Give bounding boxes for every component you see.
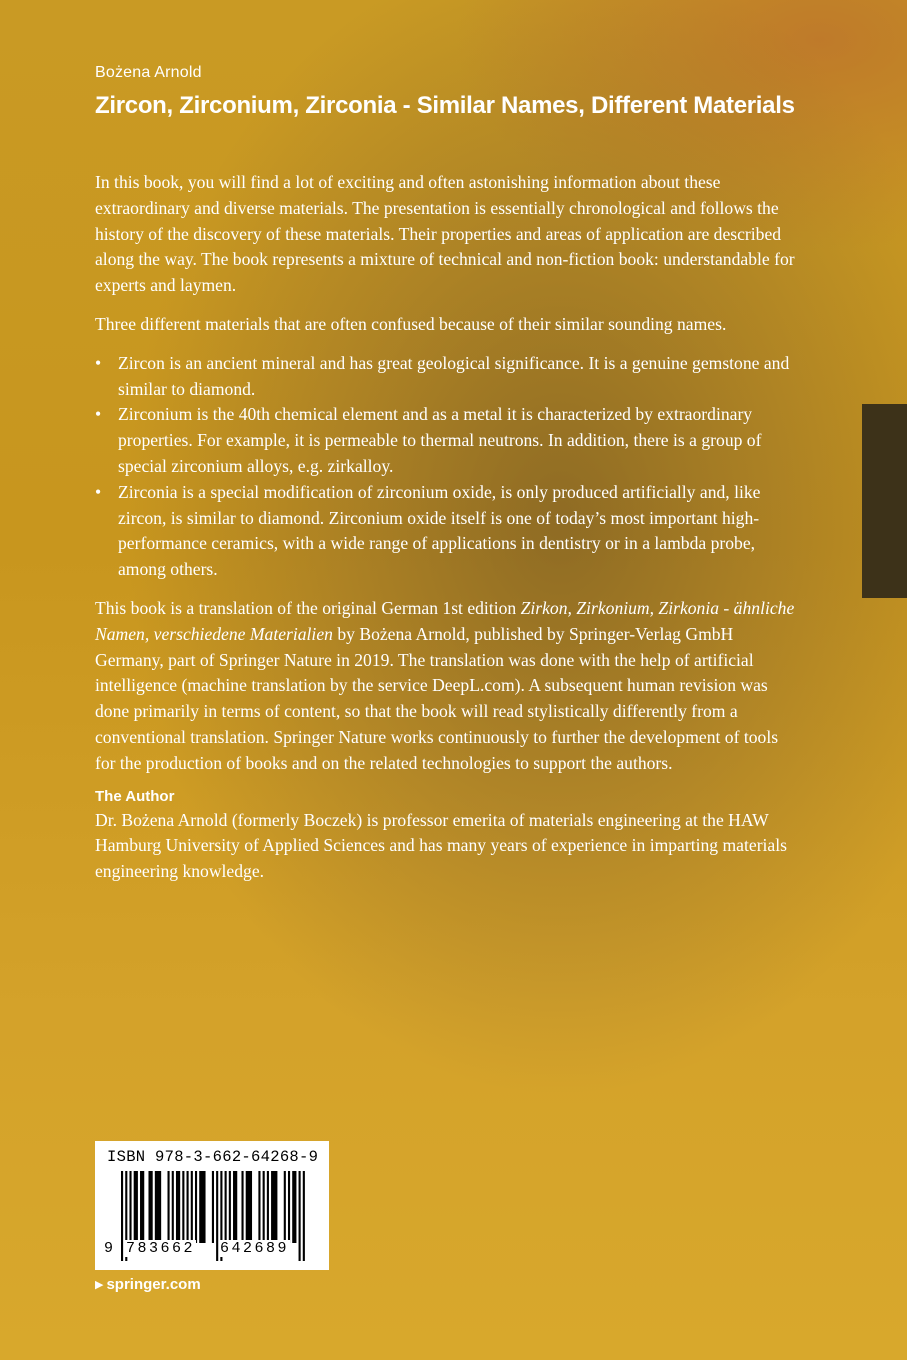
barcode-bar: [288, 1171, 290, 1243]
blurb: [95, 170, 795, 898]
translation-text-after: by Bożena Arnold, published by Springer-Verlag GmbH Germany, part of Springer Nature in 2019. The translation was done with the help of artificial intelligence (machine translation by the service DeepL.com). A subsequent human revision was done primarily in terms of content, so that the book will read stylistically differently from a conventional translation. Springer Nature works continuously to further the development of tools for the production of books and on the related technologies to support the authors.: [95, 623, 779, 773]
author-heading: The Author: [95, 787, 175, 805]
barcode: [95, 1141, 329, 1270]
barcode-bar: [263, 1171, 265, 1243]
barcode-bar: [148, 1171, 152, 1243]
barcode-right-group: 642689: [220, 1240, 290, 1257]
list-item: • Zircon is an ancient mineral and has great geological significance. It is a genuine gemstone and similar to diamond.: [95, 351, 795, 403]
author-name: Bożena Arnold: [95, 64, 202, 81]
barcode-left-group: 783662: [126, 1240, 196, 1257]
barcode-bar: [155, 1171, 161, 1243]
isbn-label: ISBN 978-3-662-64268-9: [107, 1148, 319, 1166]
intro-paragraph: In this book, you will find a lot of exciting and often astonishing information about these extraordinary and diverse materials. The presentation is essentially chronological and follows the history of the discovery of these materials. Their properties and areas of application are described along the way. The book represents a mixture of technical and non-fiction book: understandable for experts and laymen.: [95, 172, 795, 296]
side-color-band: [862, 404, 907, 598]
barcode-bar: [258, 1171, 260, 1243]
book-title: Zircon, Zirconium, Zirconia - Similar Names, Different Materials: [95, 92, 795, 119]
barcode-bar: [191, 1171, 193, 1243]
barcode-bar: [271, 1171, 277, 1243]
barcode-bar: [140, 1171, 144, 1243]
barcode-bar: [168, 1171, 170, 1243]
translation-text-before: This book is a translation of the original German 1st edition: [95, 597, 521, 618]
barcode-bar: [134, 1171, 138, 1243]
lead-paragraph: Three different materials that are often confused because of their similar sounding names.: [95, 313, 727, 334]
barcode-bar: [246, 1171, 252, 1243]
original-title: Zirkon, Zirkonium, Zirkonia - ähnliche Namen, verschiedene Materialien: [95, 597, 795, 644]
list-item: • Zirconium is the 40th chemical element and as a metal it is characterized by extraordinary properties. For example, it is permeable to thermal neutrons. In addition, there is a group of special zirconium alloys, e.g. zirkalloy.: [95, 402, 795, 479]
website-label: springer.com: [106, 1276, 201, 1293]
barcode-bar: [229, 1171, 231, 1243]
barcode-bar: [172, 1171, 174, 1243]
materials-list: [95, 351, 795, 583]
translation-paragraph: [95, 596, 795, 777]
barcode-first-digit: 9: [104, 1240, 114, 1257]
barcode-bar: [267, 1171, 269, 1243]
barcode-bar: [176, 1171, 180, 1243]
barcode-bar: [233, 1171, 237, 1243]
barcode-bar: [225, 1171, 227, 1243]
barcode-bar: [129, 1171, 131, 1243]
barcode-bar: [182, 1171, 184, 1243]
barcode-bar: [187, 1171, 189, 1243]
barcode-bar: [241, 1171, 243, 1243]
barcode-bar: [199, 1171, 205, 1243]
triangle-right-icon: ▶: [95, 1279, 104, 1291]
author-bio: Dr. Bożena Arnold (formerly Boczek) is professor emerita of materials engineering at the HAW Hamburg University of Applied Sciences and has many years of experience in imparting materials engineering knowledge.: [95, 809, 787, 882]
barcode-digits: [103, 1240, 323, 1264]
website-link[interactable]: [95, 1276, 201, 1293]
barcode-bar: [292, 1171, 296, 1243]
barcode-bar: [212, 1171, 214, 1243]
barcode-bar: [284, 1171, 286, 1243]
barcode-bar: [195, 1171, 197, 1243]
list-item: • Zirconia is a special modification of zirconium oxide, is only produced artificially and, like zircon, is similar to diamond. Zirconium oxide itself is one of today’s most important high-performance ceramics, with a wide range of applications in dentistry or in a lambda probe, among others.: [95, 480, 795, 583]
